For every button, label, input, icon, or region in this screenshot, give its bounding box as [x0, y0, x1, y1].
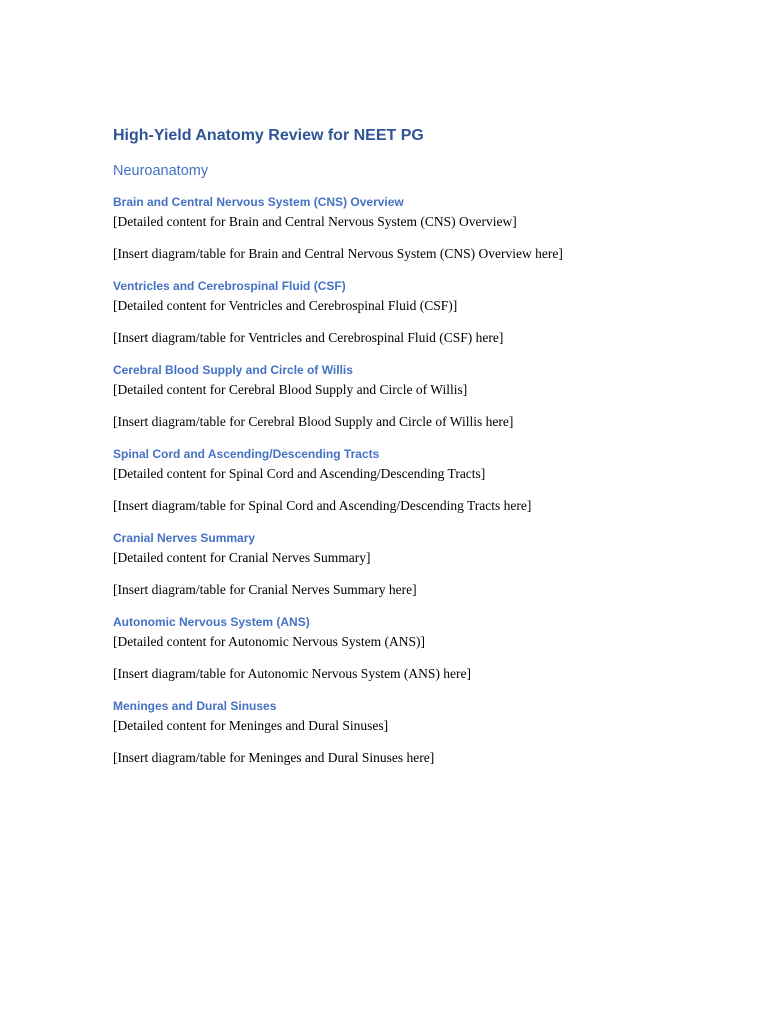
section-heading: Cerebral Blood Supply and Circle of Willis [113, 363, 353, 377]
section-heading: Autonomic Nervous System (ANS) [113, 615, 310, 629]
section-diagram-placeholder: [Insert diagram/table for Meninges and Dural Sinuses here] [113, 750, 435, 765]
section-heading: Ventricles and Cerebrospinal Fluid (CSF) [113, 279, 346, 293]
section-ventricles-csf [113, 277, 713, 361]
section-cranial-nerves [113, 529, 713, 613]
section-detail-placeholder: [Detailed content for Cranial Nerves Summary] [113, 550, 371, 565]
section-list [113, 193, 713, 781]
section-detail-placeholder: [Detailed content for Cerebral Blood Supply and Circle of Willis] [113, 382, 468, 397]
section-autonomic-nervous-system [113, 613, 713, 697]
section-diagram-placeholder: [Insert diagram/table for Spinal Cord and Ascending/Descending Tracts here] [113, 498, 532, 513]
section-detail-placeholder: [Detailed content for Meninges and Dural Sinuses] [113, 718, 389, 733]
section-spinal-cord-tracts [113, 445, 713, 529]
document-title: High-Yield Anatomy Review for NEET PG [113, 127, 424, 144]
document-body [113, 125, 713, 781]
section-detail-placeholder: [Detailed content for Brain and Central Nervous System (CNS) Overview] [113, 214, 517, 229]
section-diagram-placeholder: [Insert diagram/table for Brain and Central Nervous System (CNS) Overview here] [113, 246, 563, 261]
section-heading: Cranial Nerves Summary [113, 531, 256, 545]
section-heading: Brain and Central Nervous System (CNS) Overview [113, 195, 404, 209]
section-diagram-placeholder: [Insert diagram/table for Autonomic Nervous System (ANS) here] [113, 666, 472, 681]
section-diagram-placeholder: [Insert diagram/table for Ventricles and Cerebrospinal Fluid (CSF) here] [113, 330, 504, 345]
section-diagram-placeholder: [Insert diagram/table for Cerebral Blood Supply and Circle of Willis here] [113, 414, 514, 429]
section-detail-placeholder: [Detailed content for Autonomic Nervous System (ANS)] [113, 634, 425, 649]
section-heading: Meninges and Dural Sinuses [113, 699, 277, 713]
section-detail-placeholder: [Detailed content for Ventricles and Cerebrospinal Fluid (CSF)] [113, 298, 458, 313]
section-meninges-dural-sinuses [113, 697, 713, 781]
section-diagram-placeholder: [Insert diagram/table for Cranial Nerves Summary here] [113, 582, 417, 597]
section-detail-placeholder: [Detailed content for Spinal Cord and Ascending/Descending Tracts] [113, 466, 486, 481]
section-cerebral-blood-supply [113, 361, 713, 445]
section-cns-overview [113, 193, 713, 277]
chapter-heading: Neuroanatomy [113, 163, 209, 179]
section-heading: Spinal Cord and Ascending/Descending Tracts [113, 447, 380, 461]
